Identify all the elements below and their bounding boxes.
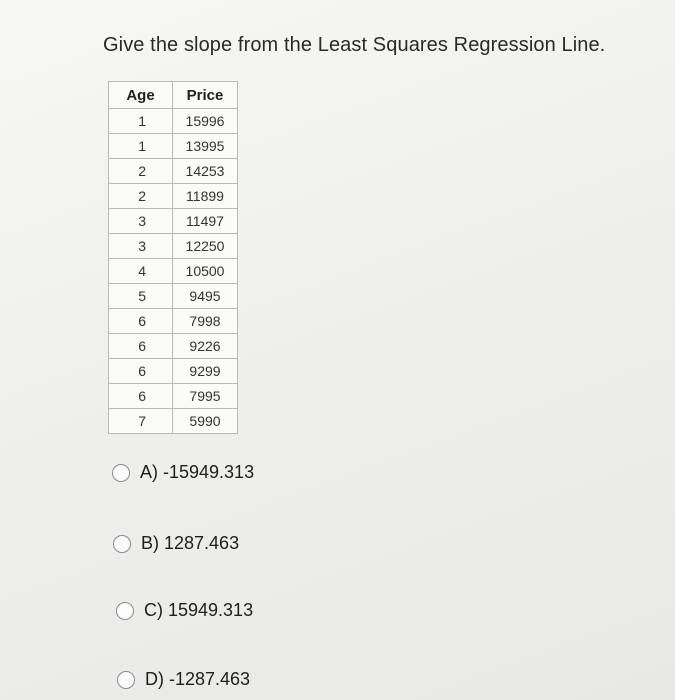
table-row	[109, 359, 238, 384]
table-row	[109, 234, 238, 259]
column-header-price: Price	[173, 82, 238, 109]
age-cell: 6	[109, 359, 173, 384]
table-row	[109, 209, 238, 234]
age-cell: 1	[109, 109, 173, 134]
answer-option-label[interactable]: C) 15949.313	[144, 600, 254, 620]
price-cell: 9226	[173, 334, 238, 359]
price-cell: 11899	[173, 184, 238, 209]
table-row	[109, 334, 238, 359]
answer-option-label[interactable]: B) 1287.463	[141, 533, 240, 553]
table-row	[109, 184, 238, 209]
table-row	[109, 309, 238, 334]
age-cell: 2	[109, 159, 173, 184]
price-cell: 9299	[173, 359, 238, 384]
answer-option-label[interactable]: D) -1287.463	[145, 669, 251, 689]
age-cell: 6	[109, 309, 173, 334]
answer-option-b[interactable]	[113, 533, 239, 554]
age-cell: 5	[109, 284, 173, 309]
price-cell: 12250	[173, 234, 238, 259]
question-text: Give the slope from the Least Squares Regression Line.	[103, 34, 606, 56]
price-cell: 13995	[173, 134, 238, 159]
radio-button-icon[interactable]	[117, 671, 135, 689]
price-cell: 10500	[173, 259, 238, 284]
table-row	[109, 109, 238, 134]
answer-option-d[interactable]	[117, 669, 250, 690]
age-cell: 3	[109, 234, 173, 259]
table-row	[109, 134, 238, 159]
radio-button-icon[interactable]	[113, 535, 131, 553]
age-cell: 3	[109, 209, 173, 234]
price-cell: 9495	[173, 284, 238, 309]
answer-option-c[interactable]	[116, 600, 253, 621]
data-table	[108, 81, 238, 434]
age-cell: 1	[109, 134, 173, 159]
price-cell: 7998	[173, 309, 238, 334]
radio-button-icon[interactable]	[116, 602, 134, 620]
age-cell: 4	[109, 259, 173, 284]
table-header-row	[109, 82, 238, 109]
radio-button-icon[interactable]	[112, 464, 130, 482]
age-cell: 6	[109, 384, 173, 409]
price-cell: 15996	[173, 109, 238, 134]
table-row	[109, 409, 238, 434]
price-cell: 7995	[173, 384, 238, 409]
table-row	[109, 259, 238, 284]
age-cell: 6	[109, 334, 173, 359]
table-row	[109, 284, 238, 309]
price-cell: 14253	[173, 159, 238, 184]
age-cell: 2	[109, 184, 173, 209]
price-cell: 11497	[173, 209, 238, 234]
price-cell: 5990	[173, 409, 238, 434]
column-header-age: Age	[109, 82, 173, 109]
table-row	[109, 159, 238, 184]
answer-option-a[interactable]	[112, 462, 254, 483]
table-row	[109, 384, 238, 409]
age-cell: 7	[109, 409, 173, 434]
answer-option-label[interactable]: A) -15949.313	[140, 462, 255, 482]
